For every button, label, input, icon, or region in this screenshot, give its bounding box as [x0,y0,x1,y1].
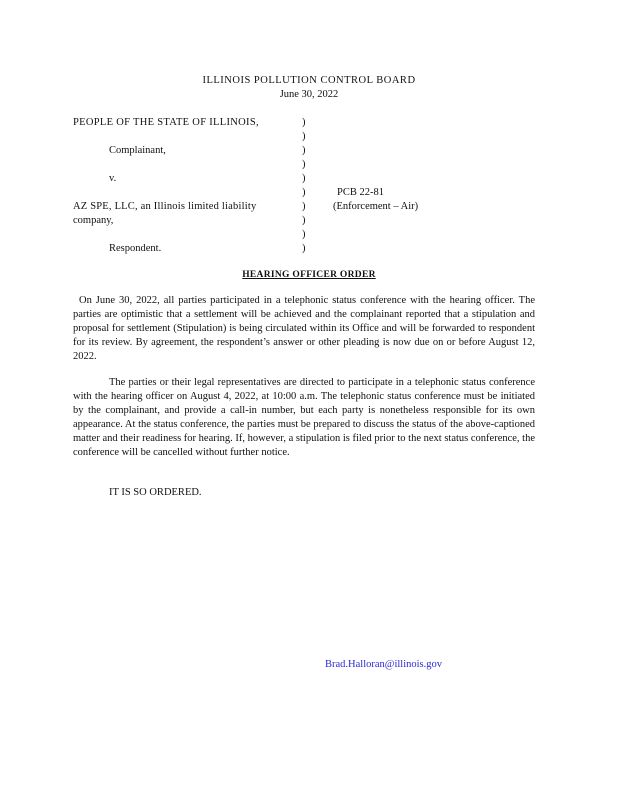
caption-paren: ) [302,187,306,198]
paragraph-1 [73,294,535,364]
respondent-party-line2: company, [73,215,114,226]
complainant-party: PEOPLE OF THE STATE OF ILLINOIS, [73,117,259,128]
paragraph-text: On June 30, 2022, all parties participated in a telephonic status conference with the hearing officer. The parties are optimistic that a settlement will be achieved and the complainant reported that a stipulation and proposal for settlement (Stipulation) is being circulated within its Office and will be forwarded to respondent for its review. By agreement, the respondent’s answer or other pleading is now due on or before August 12, 2022. [73,295,535,362]
caption-paren: ) [302,243,306,254]
so-ordered: IT IS SO ORDERED. [109,487,202,498]
caption-paren: ) [302,229,306,240]
caption-paren: ) [302,131,306,142]
case-number: PCB 22-81 [337,187,384,198]
paragraph-2 [73,376,535,460]
caption-bracket [302,116,312,256]
caption-paren: ) [302,117,306,128]
order-title: HEARING OFFICER ORDER [242,270,376,280]
respondent-label: Respondent. [109,243,162,254]
caption-paren: ) [302,159,306,170]
case-type: (Enforcement – Air) [333,201,419,212]
order-date: June 30, 2022 [279,89,339,100]
versus-label: v. [109,173,117,184]
caption-paren: ) [302,201,306,212]
caption-paren: ) [302,173,306,184]
caption-paren: ) [302,215,306,226]
hearing-officer-email[interactable]: Brad.Halloran@illinois.gov [325,659,442,670]
respondent-party-line1: AZ SPE, LLC, an Illinois limited liability [73,201,257,212]
caption-paren: ) [302,145,306,156]
paragraph-text: The parties or their legal representatives are directed to participate in a telephonic status conference with the hearing officer on August 4, 2022, at 10:00 a.m. The telephonic status conference must be initiated by the complainant, and provide a call-in number, but each party is nonetheless responsible for its own appearance. At the status conference, the parties must be prepared to discuss the status of the above-captioned matter and their readiness for hearing. If, however, a stipulation is filed prior to the next status conference, the conference will be cancelled without further notice. [73,377,535,458]
complainant-label: Complainant, [109,145,166,156]
board-title: ILLINOIS POLLUTION CONTROL BOARD [202,75,416,86]
